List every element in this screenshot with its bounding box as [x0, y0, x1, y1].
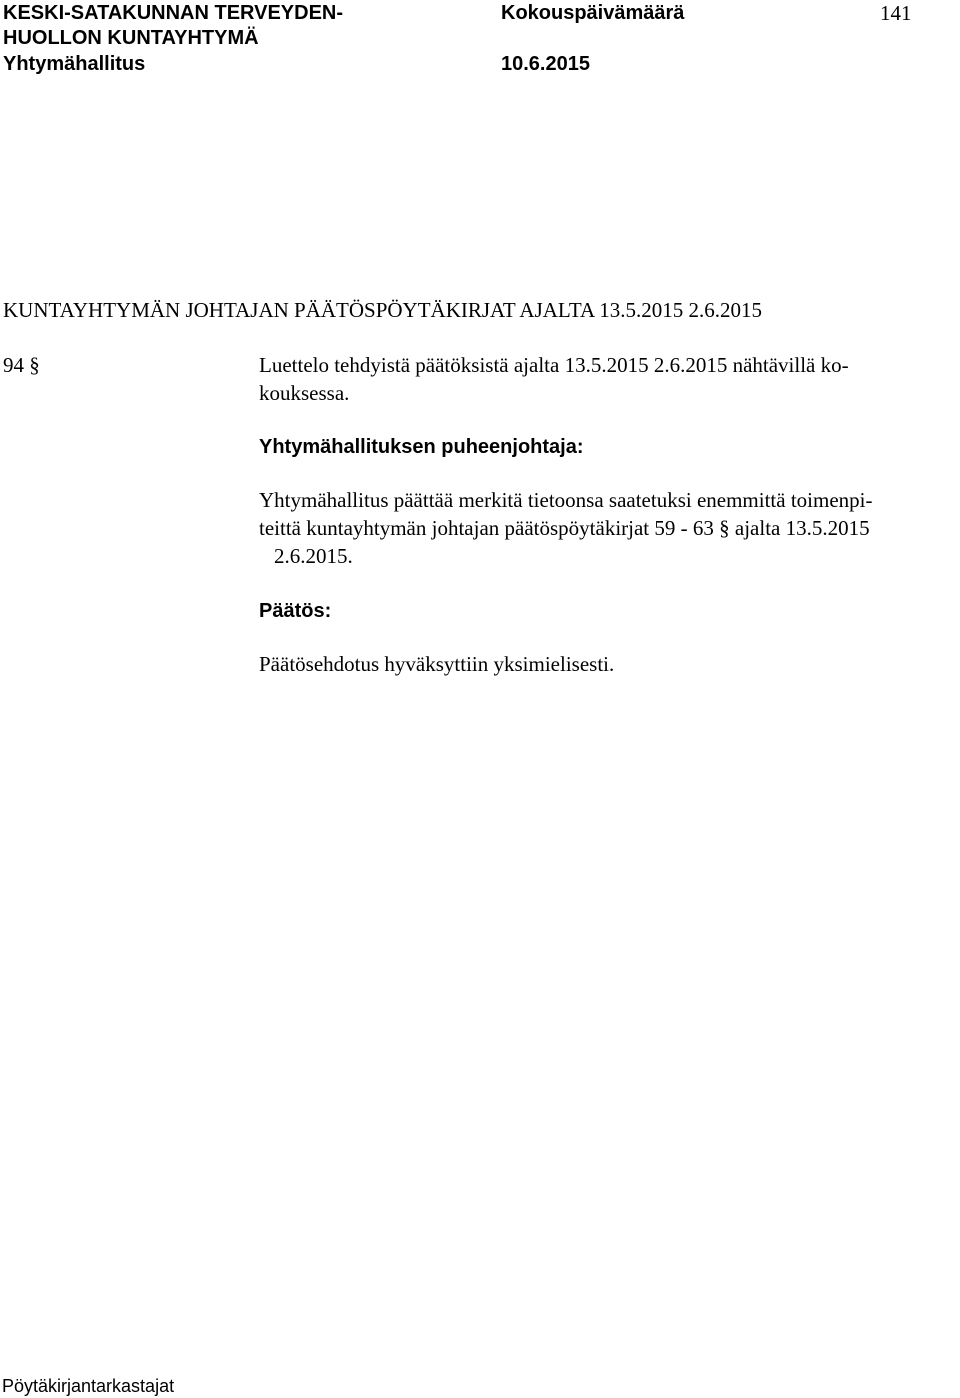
meeting-date-label: Kokouspäivämäärä [501, 2, 685, 24]
section-number: 94 § [3, 353, 40, 377]
proposal-line-2: teittä kuntayhtymän johtajan päätöspöytäkirjat 59 - 63 § ajalta 13.5.2015 [259, 516, 870, 540]
section-title: KUNTAYHTYMÄN JOHTAJAN PÄÄTÖSPÖYTÄKIRJAT AJALTA 13.5.2015 2.6.2015 [3, 298, 762, 322]
signers-label: Pöytäkirjantarkastajat [2, 1376, 175, 1396]
subject-line-1: Luettelo tehdyistä päätöksistä ajalta 13.5.2015 2.6.2015 nähtävillä ko- [259, 353, 849, 377]
meeting-date-value: 10.6.2015 [501, 53, 590, 75]
proposal-line-3: 2.6.2015. [274, 544, 353, 568]
decision-text: Päätösehdotus hyväksyttiin yksimielisesti. [259, 652, 615, 676]
org-name-line1: KESKI-SATAKUNNAN TERVEYDEN- [3, 2, 344, 24]
body-name: Yhtymähallitus [3, 53, 146, 75]
page-number: 141 [880, 1, 912, 25]
proposal-line-1: Yhtymähallitus päättää merkitä tietoonsa saatetuksi enemmittä toimenpi- [259, 488, 873, 512]
subject-line-2: kouksessa. [259, 381, 350, 405]
decision-heading: Päätös: [259, 600, 332, 622]
proposal-heading: Yhtymähallituksen puheenjohtaja: [259, 436, 584, 458]
org-name-line2: HUOLLON KUNTAYHTYMÄ [3, 27, 259, 49]
